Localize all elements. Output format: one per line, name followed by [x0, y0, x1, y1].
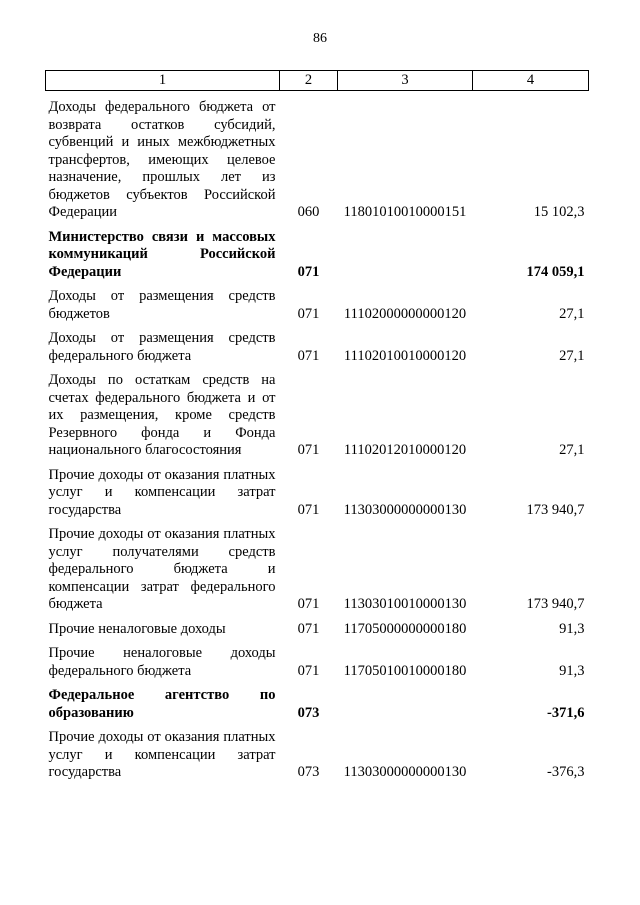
row-amount: 15 102,3	[533, 204, 585, 220]
table-header-row	[46, 71, 589, 91]
row-admin-code: 060	[297, 204, 320, 220]
row-kbk-code: 11705000000000180	[343, 620, 467, 637]
row-amount: 27,1	[559, 442, 585, 458]
row-kbk-code: 11303010010000130	[343, 596, 467, 612]
row-kbk-code: 11801010010000151	[343, 204, 467, 220]
row-spacer	[46, 638, 589, 645]
row-admin-code: 071	[297, 305, 320, 322]
row-amount: 173 940,7	[526, 596, 585, 612]
row-name: Доходы от размещения средств бюджетов	[48, 288, 276, 322]
row-amount: 27,1	[559, 347, 585, 364]
row-name: Доходы по остаткам средств на счетах федерального бюджета и от их размещения, кроме средств Резервного фонда и Фонда национального благосостояния	[48, 372, 276, 458]
revenue-table	[45, 70, 589, 782]
table-row	[46, 288, 589, 323]
row-admin-code: 073	[297, 764, 320, 780]
header-col-2: 2	[280, 71, 338, 91]
table-row	[46, 645, 589, 680]
table-row	[46, 687, 589, 722]
row-spacer	[46, 460, 589, 467]
row-admin-code: 071	[297, 620, 320, 637]
table-row	[46, 330, 589, 365]
header-col-4: 4	[473, 71, 589, 91]
row-kbk-code	[338, 229, 473, 282]
table-body	[46, 91, 589, 782]
row-admin-code: 071	[297, 596, 320, 612]
table-row	[46, 467, 589, 520]
row-admin-code: 073	[297, 704, 320, 721]
table-row	[46, 526, 589, 614]
row-spacer	[46, 323, 589, 330]
table-row	[46, 372, 589, 460]
row-name: Прочие доходы от оказания платных услуг и компенсации затрат государства	[48, 729, 276, 780]
row-kbk-code: 11102012010000120	[343, 442, 467, 458]
row-spacer	[46, 365, 589, 372]
row-spacer	[46, 281, 589, 288]
header-col-1: 1	[46, 71, 280, 91]
row-kbk-code: 11102000000000120	[343, 305, 467, 322]
row-name: Прочие неналоговые доходы федерального бюджета	[48, 645, 276, 679]
row-kbk-code	[338, 687, 473, 722]
row-kbk-code: 11303000000000130	[343, 501, 467, 518]
row-amount: -371,6	[547, 704, 585, 721]
row-spacer	[46, 222, 589, 229]
table-row	[46, 229, 589, 282]
row-name: Министерство связи и массовых коммуникаций Российской Федерации	[48, 228, 276, 280]
row-kbk-code: 11102010010000120	[343, 347, 467, 364]
row-admin-code: 071	[297, 347, 320, 364]
row-admin-code: 071	[297, 662, 320, 679]
row-admin-code: 071	[297, 442, 320, 458]
row-amount: -376,3	[547, 764, 585, 780]
row-amount: 173 940,7	[526, 501, 585, 518]
table-row	[46, 729, 589, 782]
row-amount: 27,1	[559, 305, 585, 322]
row-spacer	[46, 519, 589, 526]
row-name: Прочие доходы от оказания платных услуг получателями средств федерального бюджета и компенсации затрат федерального бюджета	[48, 526, 276, 612]
row-name: Прочие доходы от оказания платных услуг и компенсации затрат государства	[48, 466, 276, 518]
table-row	[46, 621, 589, 639]
header-col-3: 3	[338, 71, 473, 91]
row-amount: 91,3	[559, 620, 585, 637]
row-admin-code: 071	[297, 263, 320, 280]
row-spacer	[46, 614, 589, 621]
row-name: Прочие неналоговые доходы	[48, 620, 226, 637]
row-amount: 91,3	[559, 662, 585, 679]
page-number: 86	[313, 31, 327, 46]
table-row	[46, 91, 589, 222]
row-name: Доходы от размещения средств федерального бюджета	[48, 330, 276, 364]
row-admin-code: 071	[297, 501, 320, 518]
row-kbk-code: 11705010010000180	[343, 662, 467, 679]
row-spacer	[46, 680, 589, 687]
row-name: Доходы федерального бюджета от возврата остатков субсидий, субвенций и иных межбюджетных трансфертов, имеющих целевое назначение, прошлых лет из бюджетов субъектов Российской Федерации	[48, 99, 276, 220]
row-spacer	[46, 722, 589, 729]
row-amount: 174 059,1	[526, 263, 585, 280]
row-kbk-code: 11303000000000130	[343, 764, 467, 780]
row-name: Федеральное агентство по образованию	[48, 687, 276, 721]
